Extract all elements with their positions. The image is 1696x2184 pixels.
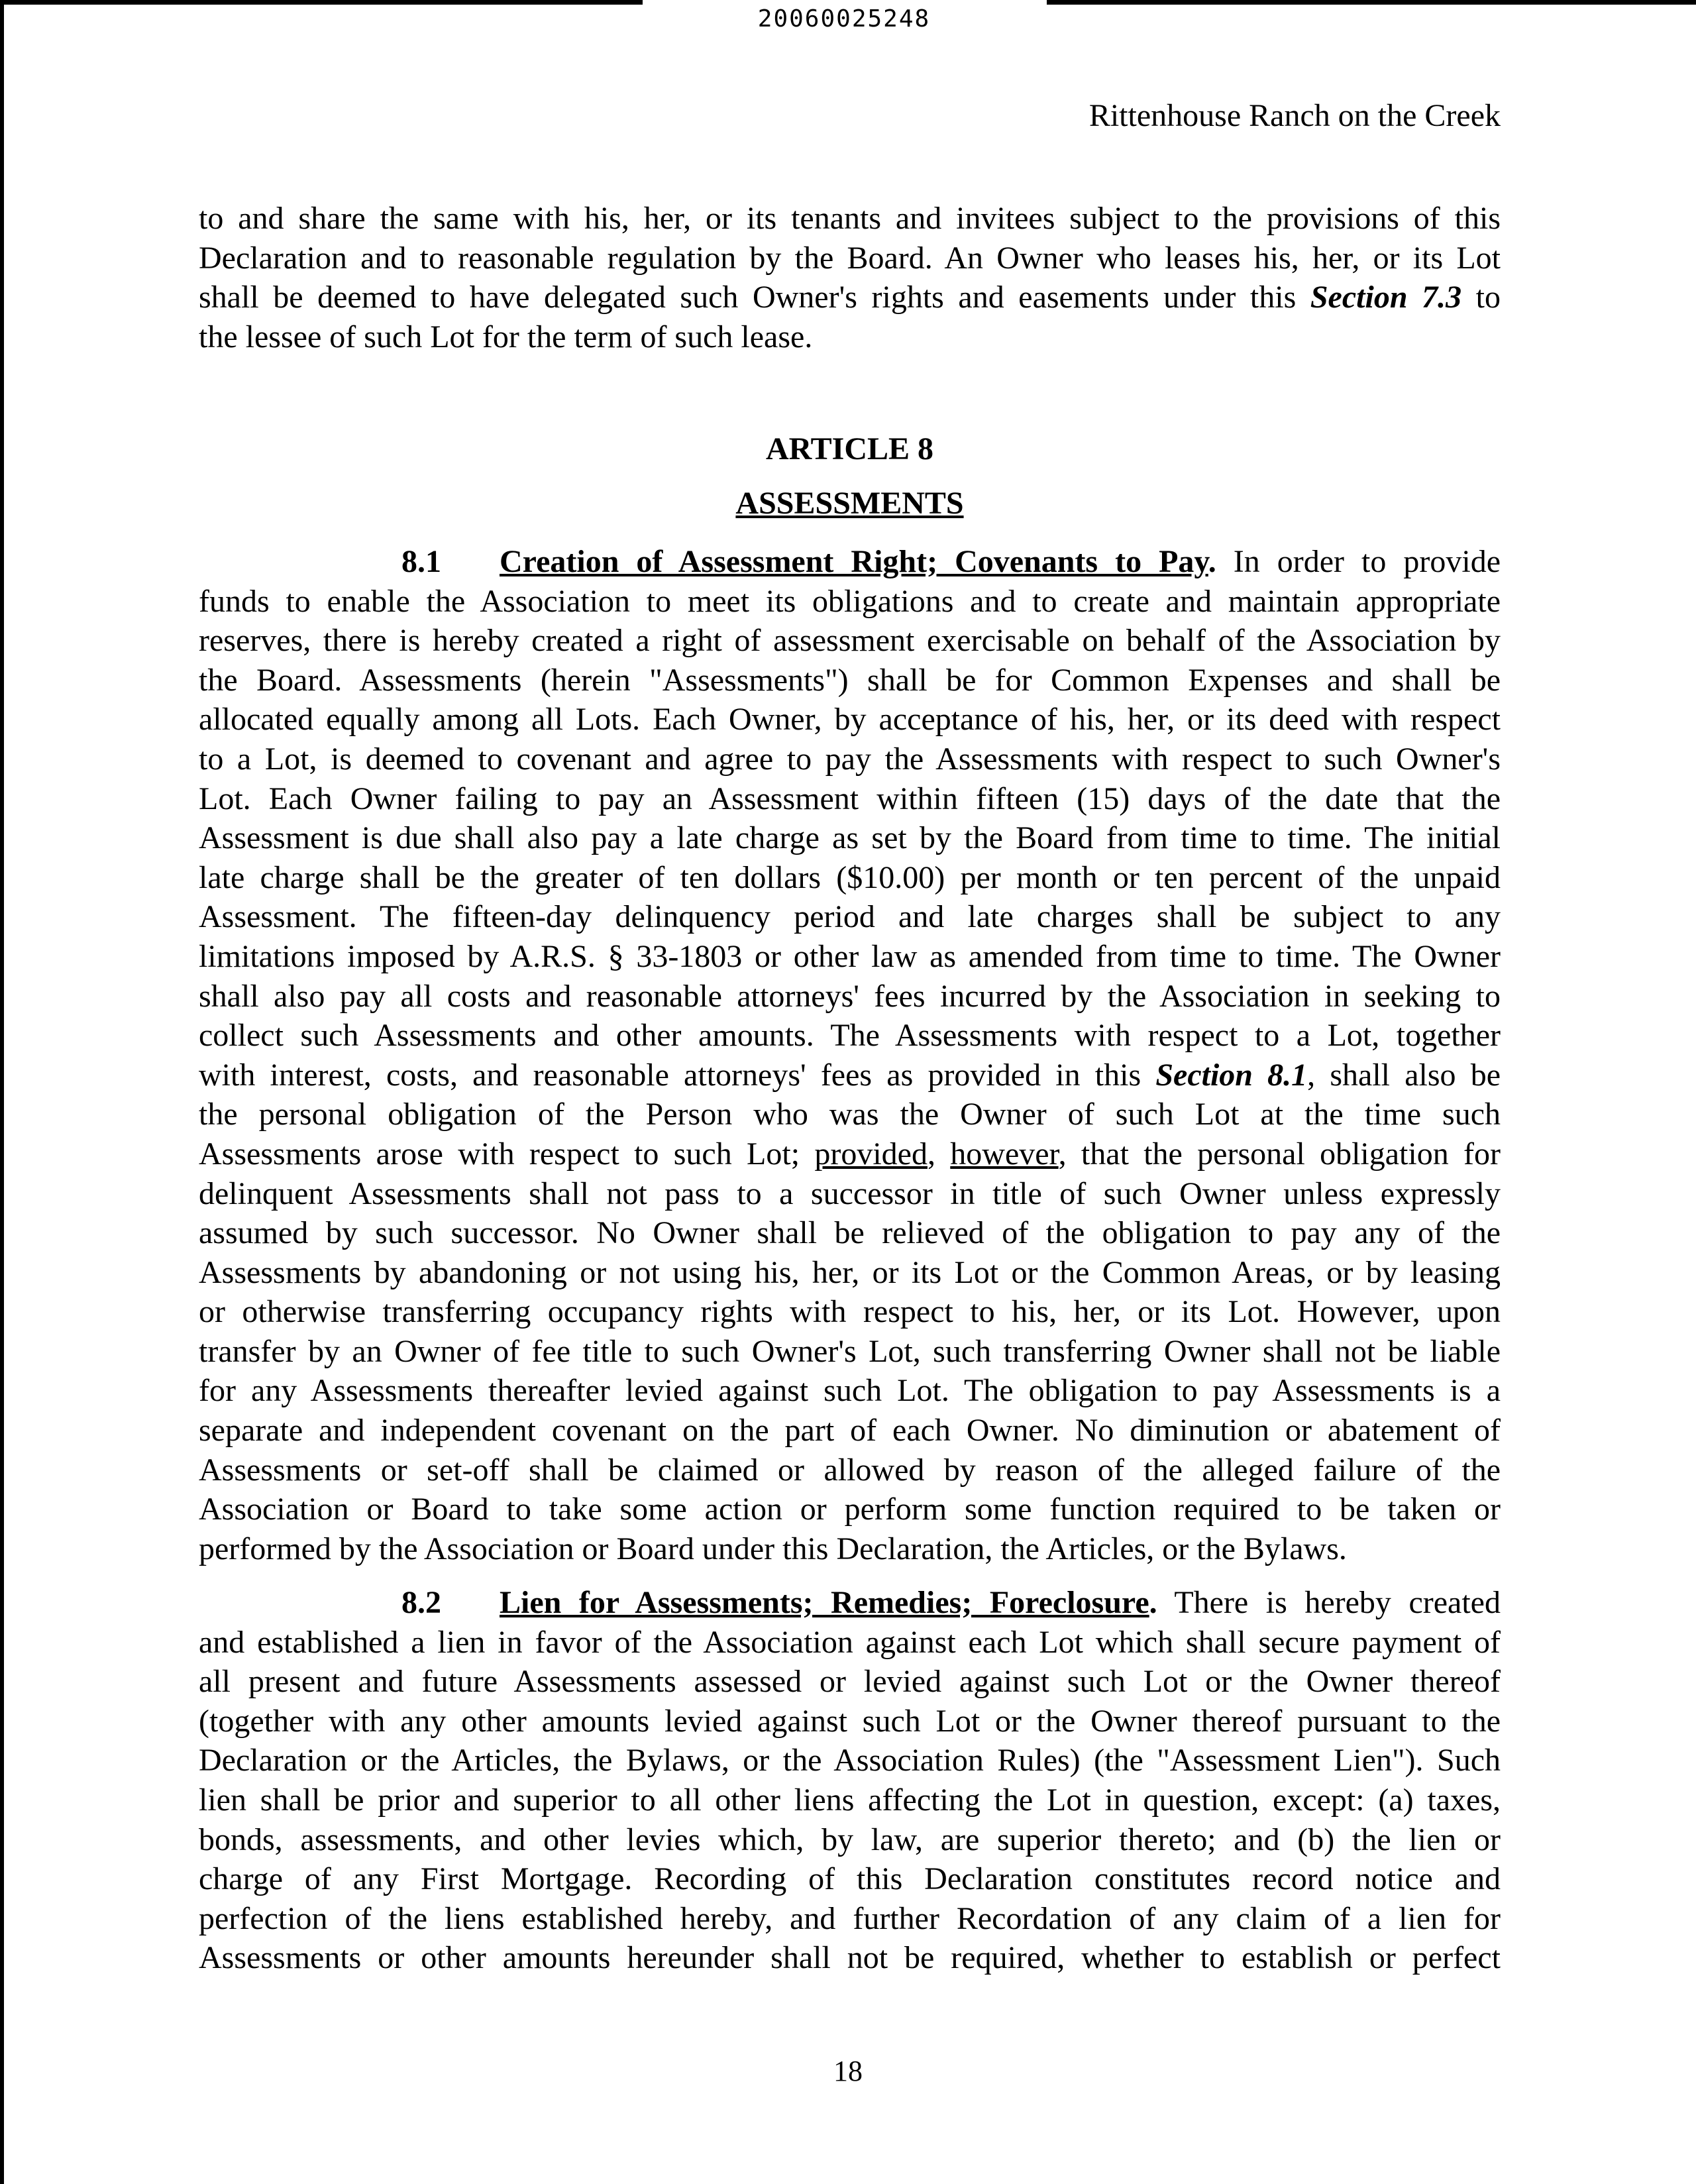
text-line bbox=[199, 1056, 1501, 1095]
recording-number: 20060025248 bbox=[757, 5, 931, 32]
text-line bbox=[199, 739, 1501, 779]
text-run: shall be deemed to have delegated such Owner's rights and easements under this bbox=[199, 280, 1310, 315]
text-line bbox=[199, 1253, 1501, 1293]
scan-border-top bbox=[1047, 0, 1696, 5]
text-run: provided bbox=[814, 1136, 928, 1172]
scan-border-top bbox=[0, 0, 643, 5]
text-line bbox=[199, 1371, 1501, 1411]
text-line bbox=[199, 1095, 1501, 1134]
text-run: (together with any other amounts levied against such Lot or the Owner thereof pursuant to the bbox=[199, 1703, 1501, 1739]
text-line bbox=[199, 937, 1501, 977]
text-run: or otherwise transferring occupancy rights with respect to his, her, or its Lot. However, upon bbox=[199, 1294, 1501, 1330]
text-line bbox=[199, 1174, 1501, 1214]
section-8-2 bbox=[199, 1583, 1501, 1978]
text-run: to bbox=[1461, 280, 1501, 315]
text-run: There is hereby created bbox=[1157, 1585, 1501, 1620]
text-run: Association or Board to take some action or perform some function required to be taken or bbox=[199, 1492, 1501, 1527]
text-line bbox=[199, 1213, 1501, 1253]
text-run: Assessments or set-off shall be claimed or allowed by reason of the alleged failure of the bbox=[199, 1452, 1501, 1488]
text-run: . bbox=[1208, 544, 1216, 579]
text-run: funds to enable the Association to meet its obligations and to create and maintain appropriate bbox=[199, 583, 1501, 619]
text-line bbox=[199, 1859, 1501, 1899]
text-line bbox=[199, 199, 1501, 239]
section-heading: Creation of Assessment Right; Covenants to Pay bbox=[500, 544, 1208, 579]
article-title: ARTICLE 8 bbox=[765, 431, 934, 466]
section-number: 8.2 bbox=[401, 1585, 441, 1620]
text-run: to and share the same with his, her, or its tenants and invitees subject to the provisions of this bbox=[199, 201, 1501, 236]
text-run: Assessments or other amounts hereunder shall not be required, whether to establish or perfect bbox=[199, 1940, 1501, 1976]
text-line bbox=[199, 1332, 1501, 1372]
text-line bbox=[199, 858, 1501, 898]
text-line bbox=[199, 818, 1501, 858]
text-run: Declaration or the Articles, the Bylaws, or the Association Rules) (the "Assessment Lien"). Such bbox=[199, 1743, 1501, 1778]
section-8-1 bbox=[199, 542, 1501, 1568]
text-run: perfection of the liens established hereby, and further Recordation of any claim of a lien for bbox=[199, 1900, 1501, 1936]
text-run: to a Lot, is deemed to covenant and agree to pay the Assessments with respect to such Owner's bbox=[199, 741, 1501, 777]
text-run: Assessments by abandoning or not using his, her, or its Lot or the Common Areas, or by leasing bbox=[199, 1254, 1501, 1290]
text-line bbox=[199, 621, 1501, 661]
article-subtitle: ASSESSMENTS bbox=[735, 486, 964, 521]
text-run: , bbox=[927, 1136, 951, 1172]
text-line bbox=[199, 1702, 1501, 1741]
text-run: performed by the Association or Board under this Declaration, the Articles, or the Bylaws. bbox=[199, 1531, 1347, 1566]
text-line bbox=[199, 977, 1501, 1016]
text-line bbox=[199, 1490, 1501, 1529]
section-reference: Section 8.1 bbox=[1155, 1057, 1308, 1093]
text-line bbox=[199, 1662, 1501, 1702]
text-run: and established a lien in favor of the Association against each Lot which shall secure payment of bbox=[199, 1624, 1501, 1660]
text-run: transfer by an Owner of fee title to such Owner's Lot, such transferring Owner shall not be liable bbox=[199, 1333, 1501, 1369]
text-line bbox=[199, 582, 1501, 622]
section-reference: Section 7.3 bbox=[1310, 280, 1462, 315]
text-run: for any Assessments thereafter levied against such Lot. The obligation to pay Assessments is a bbox=[199, 1373, 1501, 1409]
running-header: Rittenhouse Ranch on the Creek bbox=[1088, 98, 1501, 133]
text-line bbox=[199, 1134, 1501, 1174]
text-run: , that the personal obligation for bbox=[1058, 1136, 1501, 1172]
text-line bbox=[199, 1741, 1501, 1780]
text-run: however bbox=[950, 1136, 1059, 1172]
text-run: all present and future Assessments assessed or levied against such Lot or the Owner thereof bbox=[199, 1664, 1501, 1700]
text-run: Assessment. The fifteen-day delinquency period and late charges shall be subject to any bbox=[199, 899, 1501, 935]
text-line bbox=[199, 1016, 1501, 1056]
text-run: Declaration and to reasonable regulation by the Board. An Owner who leases his, her, or its Lot bbox=[199, 240, 1501, 276]
text-line bbox=[199, 1292, 1501, 1332]
text-run: Lot. Each Owner failing to pay an Assessment within fifteen (15) days of the date that the bbox=[199, 781, 1501, 816]
text-run: allocated equally among all Lots. Each Owner, by acceptance of his, her, or its deed with respect bbox=[199, 702, 1501, 737]
text-run: bonds, assessments, and other levies which, by law, are superior thereto; and (b) the lien or bbox=[199, 1822, 1501, 1857]
text-run: reserves, there is hereby created a right of assessment exercisable on behalf of the Association by bbox=[199, 623, 1501, 659]
text-line bbox=[199, 542, 1501, 582]
text-line bbox=[199, 239, 1501, 278]
article-subtitle-wrap bbox=[199, 484, 1501, 523]
text-line bbox=[199, 1780, 1501, 1820]
text-run: limitations imposed by A.R.S. § 33-1803 or other law as amended from time to time. The Owner bbox=[199, 938, 1501, 974]
text-line bbox=[199, 1411, 1501, 1450]
text-run: with interest, costs, and reasonable attorneys' fees as provided in this bbox=[199, 1057, 1156, 1093]
text-run: Assessment is due shall also pay a late charge as set by the Board from time to time. The initial bbox=[199, 820, 1501, 856]
section-heading: Lien for Assessments; Remedies; Foreclosure bbox=[500, 1585, 1149, 1620]
text-line bbox=[199, 1583, 1501, 1623]
text-run: separate and independent covenant on the part of each Owner. No diminution or abatement of bbox=[199, 1413, 1501, 1448]
text-run: the lessee of such Lot for the term of such lease. bbox=[199, 319, 813, 355]
text-line bbox=[199, 700, 1501, 739]
text-run: Assessments arose with respect to such Lot; bbox=[199, 1136, 815, 1172]
text-line bbox=[199, 317, 1501, 357]
text-line bbox=[199, 779, 1501, 819]
page-number: 18 bbox=[833, 2055, 863, 2087]
text-run: collect such Assessments and other amounts. The Assessments with respect to a Lot, together bbox=[199, 1018, 1501, 1054]
text-run: delinquent Assessments shall not pass to a successor in title of such Owner unless expressly bbox=[199, 1175, 1501, 1211]
text-line bbox=[199, 1450, 1501, 1490]
text-line bbox=[199, 278, 1501, 317]
scan-border-left bbox=[0, 0, 4, 2184]
text-run: late charge shall be the greater of ten dollars ($10.00) per month or ten percent of the unpaid bbox=[199, 859, 1501, 895]
text-run: lien shall be prior and superior to all other liens affecting the Lot in question, except: (a) taxes, bbox=[199, 1782, 1501, 1818]
text-line bbox=[199, 1623, 1501, 1663]
text-run: the Board. Assessments (herein "Assessments") shall be for Common Expenses and shall be bbox=[199, 662, 1501, 698]
text-run: . bbox=[1149, 1585, 1157, 1620]
text-line bbox=[199, 1938, 1501, 1978]
paragraph-continued bbox=[199, 199, 1501, 356]
text-run: charge of any First Mortgage. Recording of this Declaration constitutes record notice and bbox=[199, 1861, 1501, 1897]
text-run: shall also pay all costs and reasonable attorneys' fees incurred by the Association in seeking to bbox=[199, 978, 1501, 1014]
text-line bbox=[199, 1820, 1501, 1860]
section-number: 8.1 bbox=[401, 544, 441, 579]
text-run: the personal obligation of the Person who was the Owner of such Lot at the time such bbox=[199, 1097, 1501, 1132]
text-line bbox=[199, 1899, 1501, 1939]
text-run: assumed by such successor. No Owner shall be relieved of the obligation to pay any of the bbox=[199, 1215, 1501, 1251]
text-run: , shall also be bbox=[1307, 1057, 1501, 1093]
text-line bbox=[199, 897, 1501, 937]
text-line bbox=[199, 661, 1501, 700]
text-line bbox=[199, 1529, 1501, 1569]
text-run: In order to provide bbox=[1216, 544, 1501, 579]
